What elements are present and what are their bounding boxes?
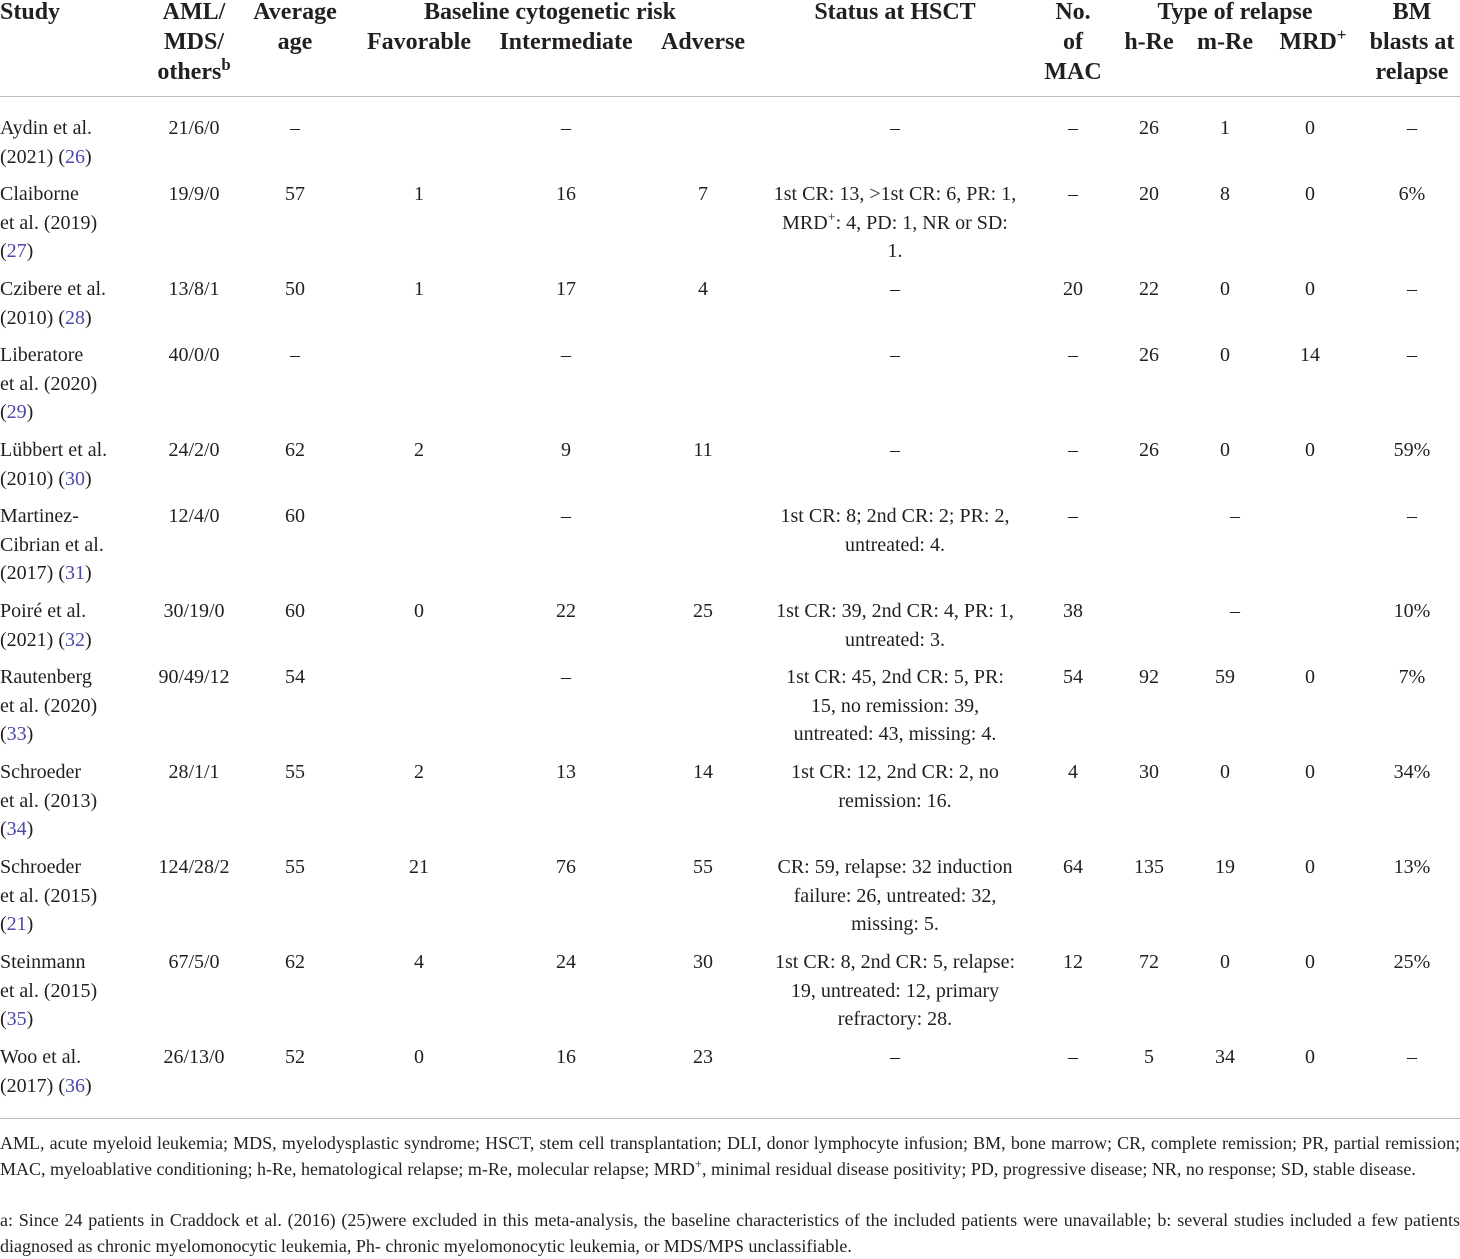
m-re-cell: 34 <box>1215 1046 1235 1068</box>
average-age-cell: 62 <box>285 439 305 461</box>
header-intermediate: Intermediate <box>499 29 633 55</box>
average-age-cell: 54 <box>285 666 305 688</box>
aml-mds-others-cell: 90/49/12 <box>158 666 230 688</box>
h-re-cell: 30 <box>1139 761 1159 783</box>
intermediate-cell: 17 <box>556 278 576 300</box>
status-cell: CR: 59, relapse: 32 induction failure: 26, untreated: 32, missing: 5. <box>777 856 1013 935</box>
header-h-re: h-Re <box>1124 29 1174 55</box>
mac-cell: – <box>1068 117 1078 139</box>
header-cytogenetic-risk: Baseline cytogenetic risk <box>424 0 676 25</box>
aml-mds-others-cell: 40/0/0 <box>168 344 220 366</box>
status-cell: 1st CR: 45, 2nd CR: 5, PR: 15, no remission: 39, untreated: 43, missing: 4. <box>786 666 1004 745</box>
bm-blasts-cell: 10% <box>1393 600 1431 622</box>
intermediate-cell: 13 <box>556 761 576 783</box>
bm-blasts-cell: 34% <box>1393 761 1431 783</box>
average-age-cell: 50 <box>285 278 305 300</box>
study-cell: Steinmann et al. (2015) (35) <box>0 951 98 1030</box>
cytogenetic-risk-cell: – <box>561 344 571 366</box>
study-cell: Schroeder et al. (2015) (21) <box>0 856 98 935</box>
aml-mds-others-cell: 13/8/1 <box>168 278 220 300</box>
adverse-cell: 14 <box>693 761 713 783</box>
mac-cell: – <box>1068 1046 1078 1068</box>
mrd-cell: 0 <box>1305 666 1315 688</box>
favorable-cell: 0 <box>414 600 424 622</box>
favorable-cell: 1 <box>414 278 424 300</box>
favorable-cell: 2 <box>414 761 424 783</box>
h-re-cell: 92 <box>1139 666 1159 688</box>
relapse-type-cell: – <box>1230 600 1240 622</box>
mac-cell: – <box>1068 439 1078 461</box>
relapse-type-cell: – <box>1230 505 1240 527</box>
mac-cell: 54 <box>1063 666 1083 688</box>
header-aml-mds-others: AML/ MDS/ others$^b$ <box>157 0 231 85</box>
notes-footnote: a: Since 24 patients in Craddock et al. (2016) (25)were excluded in this meta-analysis, the baseline characteristics of the included patients were unavailable; b: several studies included a few patients diagnosed as chronic myelomonocytic leukemia, Ph- chronic myelomonocytic leukemia, or MDS/MPS unclassifiable. <box>0 1210 1460 1256</box>
study-cell: Aydin et al. (2021) (26) <box>0 117 93 168</box>
bm-blasts-cell: 13% <box>1393 856 1431 878</box>
intermediate-cell: 9 <box>561 439 571 461</box>
mrd-cell: 0 <box>1305 1046 1315 1068</box>
study-cell: Schroeder et al. (2013) (34) <box>0 761 98 840</box>
status-cell: 1st CR: 39, 2nd CR: 4, PR: 1, untreated: 3. <box>776 600 1014 651</box>
study-cell: Lübbert et al. (2010) (30) <box>0 439 108 490</box>
aml-mds-others-cell: 28/1/1 <box>168 761 220 783</box>
average-age-cell: 52 <box>285 1046 305 1068</box>
header-study: Study <box>0 0 61 25</box>
m-re-cell: 0 <box>1220 278 1230 300</box>
adverse-cell: 23 <box>693 1046 713 1068</box>
header-type-of-relapse: Type of relapse <box>1157 0 1313 25</box>
adverse-cell: 4 <box>698 278 708 300</box>
mrd-cell: 0 <box>1305 951 1315 973</box>
abbreviations-footnote: AML, acute myeloid leukemia; MDS, myelodysplastic syndrome; HSCT, stem cell transplantation; DLI, donor lymphocyte infusion; BM, bone marrow; CR, complete remission; PR, partial remission; MAC, myeloablative conditioning; h-Re, hematological relapse; m-Re, molecular relapse; MRD+, minimal residual disease positivity; PD, progressive disease; NR, no response; SD, stable disease. <box>0 1133 1460 1179</box>
h-re-cell: 72 <box>1139 951 1159 973</box>
bm-blasts-cell: – <box>1407 278 1417 300</box>
study-cell: Martinez- Cibrian et al. (2017) (31) <box>0 505 104 584</box>
m-re-cell: 0 <box>1220 439 1230 461</box>
study-cell: Claiborne et al. (2019) (27) <box>0 183 98 262</box>
intermediate-cell: 22 <box>556 600 576 622</box>
favorable-cell: 21 <box>409 856 429 878</box>
intermediate-cell: 24 <box>556 951 576 973</box>
bm-blasts-cell: – <box>1407 505 1417 527</box>
bm-blasts-cell: 25% <box>1393 951 1431 973</box>
study-cell: Czibere et al. (2010) (28) <box>0 278 107 329</box>
mrd-cell: 0 <box>1305 761 1315 783</box>
header-adverse: Adverse <box>661 29 745 55</box>
average-age-cell: 57 <box>285 183 305 205</box>
header-divider <box>0 96 1460 97</box>
mac-cell: 12 <box>1063 951 1083 973</box>
m-re-cell: 0 <box>1220 951 1230 973</box>
average-age-cell: 55 <box>285 761 305 783</box>
header-average-age: Average age <box>253 0 337 55</box>
average-age-cell: 62 <box>285 951 305 973</box>
study-cell: Poiré et al. (2021) (32) <box>0 600 92 651</box>
adverse-cell: 55 <box>693 856 713 878</box>
cytogenetic-risk-cell: – <box>561 117 571 139</box>
m-re-cell: 59 <box>1215 666 1235 688</box>
aml-mds-others-cell: 12/4/0 <box>168 505 220 527</box>
status-cell: 1st CR: 8; 2nd CR: 2; PR: 2, untreated: 4. <box>780 505 1010 556</box>
status-cell: 1st CR: 12, 2nd CR: 2, no remission: 16. <box>791 761 999 812</box>
header-no-of-mac: No. of MAC <box>1044 0 1102 85</box>
status-cell: 1st CR: 13, >1st CR: 6, PR: 1, MRD+: 4, PD: 1, NR or SD: 1. <box>773 183 1017 262</box>
bm-blasts-cell: 6% <box>1398 183 1426 205</box>
adverse-cell: 25 <box>693 600 713 622</box>
mac-cell: 4 <box>1068 761 1078 783</box>
header-bm-blasts: BM blasts at relapse <box>1369 0 1455 85</box>
average-age-cell: – <box>290 117 300 139</box>
mrd-cell: 0 <box>1305 856 1315 878</box>
mac-cell: – <box>1068 505 1078 527</box>
favorable-cell: 4 <box>414 951 424 973</box>
aml-mds-others-cell: 30/19/0 <box>163 600 225 622</box>
h-re-cell: 135 <box>1134 856 1164 878</box>
status-cell: – <box>890 344 900 366</box>
header-favorable: Favorable <box>367 29 471 55</box>
aml-mds-others-cell: 21/6/0 <box>168 117 220 139</box>
mac-cell: – <box>1068 344 1078 366</box>
h-re-cell: 5 <box>1144 1046 1154 1068</box>
favorable-cell: 0 <box>414 1046 424 1068</box>
header-m-re: m-Re <box>1197 29 1253 55</box>
average-age-cell: 55 <box>285 856 305 878</box>
average-age-cell: – <box>290 344 300 366</box>
mac-cell: 38 <box>1063 600 1083 622</box>
header-status-at-hsct: Status at HSCT <box>814 0 976 25</box>
cytogenetic-risk-cell: – <box>561 666 571 688</box>
status-cell: – <box>890 1046 900 1068</box>
status-cell: – <box>890 278 900 300</box>
bm-blasts-cell: 7% <box>1398 666 1426 688</box>
mrd-cell: 0 <box>1305 278 1315 300</box>
average-age-cell: 60 <box>285 505 305 527</box>
m-re-cell: 8 <box>1220 183 1230 205</box>
m-re-cell: 0 <box>1220 761 1230 783</box>
intermediate-cell: 16 <box>556 183 576 205</box>
average-age-cell: 60 <box>285 600 305 622</box>
mac-cell: – <box>1068 183 1078 205</box>
intermediate-cell: 76 <box>556 856 576 878</box>
study-cell: Liberatore et al. (2020) (29) <box>0 344 98 423</box>
status-cell: 1st CR: 8, 2nd CR: 5, relapse: 19, untreated: 12, primary refractory: 28. <box>775 951 1015 1030</box>
favorable-cell: 2 <box>414 439 424 461</box>
mac-cell: 20 <box>1063 278 1083 300</box>
m-re-cell: 1 <box>1220 117 1230 139</box>
h-re-cell: 26 <box>1139 344 1159 366</box>
bm-blasts-cell: – <box>1407 344 1417 366</box>
m-re-cell: 19 <box>1215 856 1235 878</box>
h-re-cell: 26 <box>1139 439 1159 461</box>
favorable-cell: 1 <box>414 183 424 205</box>
aml-mds-others-cell: 124/28/2 <box>158 856 230 878</box>
mac-cell: 64 <box>1063 856 1083 878</box>
mrd-cell: 14 <box>1300 344 1320 366</box>
status-cell: – <box>890 117 900 139</box>
m-re-cell: 0 <box>1220 344 1230 366</box>
h-re-cell: 20 <box>1139 183 1159 205</box>
adverse-cell: 7 <box>698 183 708 205</box>
intermediate-cell: 16 <box>556 1046 576 1068</box>
bm-blasts-cell: – <box>1407 1046 1417 1068</box>
study-cell: Rautenberg et al. (2020) (33) <box>0 666 98 745</box>
adverse-cell: 30 <box>693 951 713 973</box>
mrd-cell: 0 <box>1305 183 1315 205</box>
status-cell: – <box>890 439 900 461</box>
footer-divider <box>0 1118 1460 1119</box>
adverse-cell: 11 <box>693 439 713 461</box>
h-re-cell: 22 <box>1139 278 1159 300</box>
aml-mds-others-cell: 26/13/0 <box>163 1046 225 1068</box>
mrd-cell: 0 <box>1305 439 1315 461</box>
study-cell: Woo et al. (2017) (36) <box>0 1046 92 1097</box>
header-mrd-positive: MRD+ <box>1279 25 1347 55</box>
h-re-cell: 26 <box>1139 117 1159 139</box>
bm-blasts-cell: – <box>1407 117 1417 139</box>
bm-blasts-cell: 59% <box>1393 439 1431 461</box>
aml-mds-others-cell: 19/9/0 <box>168 183 220 205</box>
cytogenetic-risk-cell: – <box>561 505 571 527</box>
aml-mds-others-cell: 67/5/0 <box>168 951 220 973</box>
mrd-cell: 0 <box>1305 117 1315 139</box>
aml-mds-others-cell: 24/2/0 <box>168 439 220 461</box>
